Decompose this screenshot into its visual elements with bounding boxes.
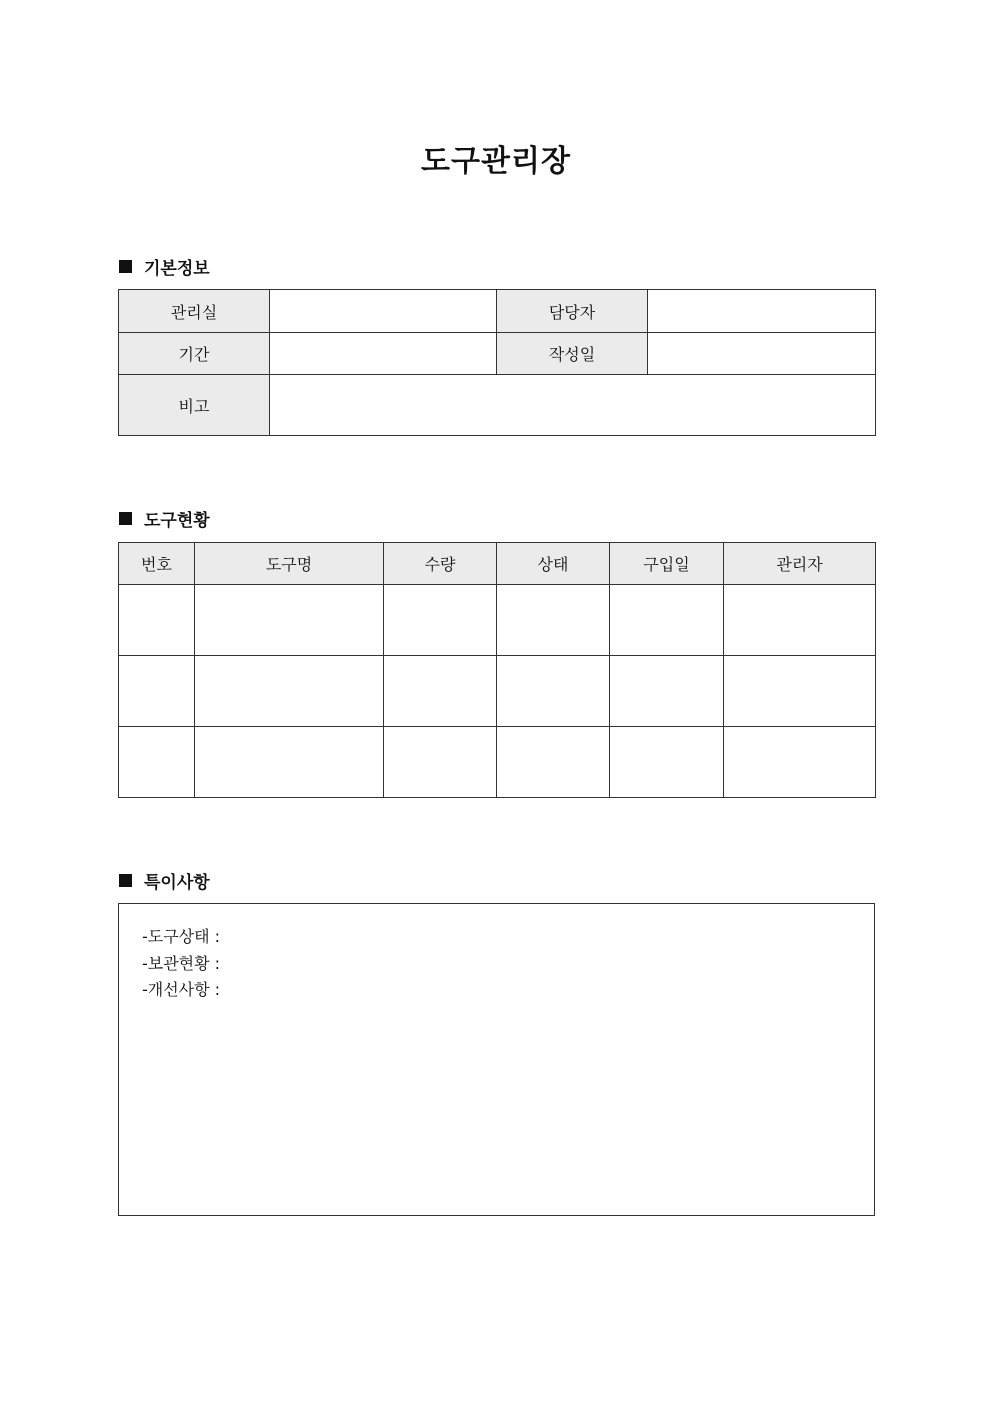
date-written-field[interactable] xyxy=(648,333,876,375)
column-header-quantity: 수량 xyxy=(384,543,497,585)
room-label: 관리실 xyxy=(119,290,270,333)
basic-info-table xyxy=(118,289,876,436)
table-row xyxy=(119,656,876,727)
table-row xyxy=(119,290,876,333)
room-field[interactable] xyxy=(270,290,497,333)
column-header-condition: 상태 xyxy=(497,543,610,585)
table-cell[interactable] xyxy=(610,585,724,656)
tool-status-heading xyxy=(119,506,210,531)
period-field[interactable] xyxy=(270,333,497,375)
date-written-label: 작성일 xyxy=(497,333,648,375)
square-bullet-icon xyxy=(119,260,132,273)
special-notes-box[interactable] xyxy=(118,903,875,1216)
table-cell[interactable] xyxy=(610,727,724,798)
special-notes-heading-label: 특이사항 xyxy=(144,873,210,893)
list-item: -보관현황 : xyxy=(142,953,221,973)
table-row xyxy=(119,585,876,656)
table-cell[interactable] xyxy=(119,727,195,798)
tool-status-heading-label: 도구현황 xyxy=(144,511,210,531)
special-notes-list xyxy=(119,904,874,1004)
table-header-row xyxy=(119,543,876,585)
table-cell[interactable] xyxy=(497,585,610,656)
table-row xyxy=(119,333,876,375)
special-notes-heading xyxy=(119,868,210,893)
remarks-label: 비고 xyxy=(119,375,270,436)
table-cell[interactable] xyxy=(610,656,724,727)
page-title: 도구관리장 xyxy=(421,144,571,179)
table-cell[interactable] xyxy=(384,585,497,656)
table-cell[interactable] xyxy=(497,656,610,727)
list-item: -도구상태 : xyxy=(142,927,221,946)
table-cell[interactable] xyxy=(195,656,384,727)
list-item: -개선사항 : xyxy=(142,980,221,999)
table-cell[interactable] xyxy=(384,727,497,798)
table-cell[interactable] xyxy=(195,585,384,656)
square-bullet-icon xyxy=(119,874,132,887)
column-header-manager: 관리자 xyxy=(724,543,876,585)
table-cell[interactable] xyxy=(724,585,876,656)
table-cell[interactable] xyxy=(119,656,195,727)
table-cell[interactable] xyxy=(119,585,195,656)
period-label: 기간 xyxy=(119,333,270,375)
manager-label: 담당자 xyxy=(497,290,648,333)
basic-info-heading xyxy=(119,254,210,279)
column-header-purchase-date: 구입일 xyxy=(610,543,724,585)
tool-status-table xyxy=(118,542,876,798)
square-bullet-icon xyxy=(119,512,132,525)
column-header-number: 번호 xyxy=(119,543,195,585)
basic-info-heading-label: 기본정보 xyxy=(144,259,210,279)
table-cell[interactable] xyxy=(497,727,610,798)
table-row xyxy=(119,727,876,798)
table-cell[interactable] xyxy=(384,656,497,727)
table-row xyxy=(119,375,876,436)
table-cell[interactable] xyxy=(724,656,876,727)
table-cell[interactable] xyxy=(724,727,876,798)
manager-field[interactable] xyxy=(648,290,876,333)
remarks-field[interactable] xyxy=(270,375,876,436)
table-cell[interactable] xyxy=(195,727,384,798)
column-header-tool-name: 도구명 xyxy=(195,543,384,585)
